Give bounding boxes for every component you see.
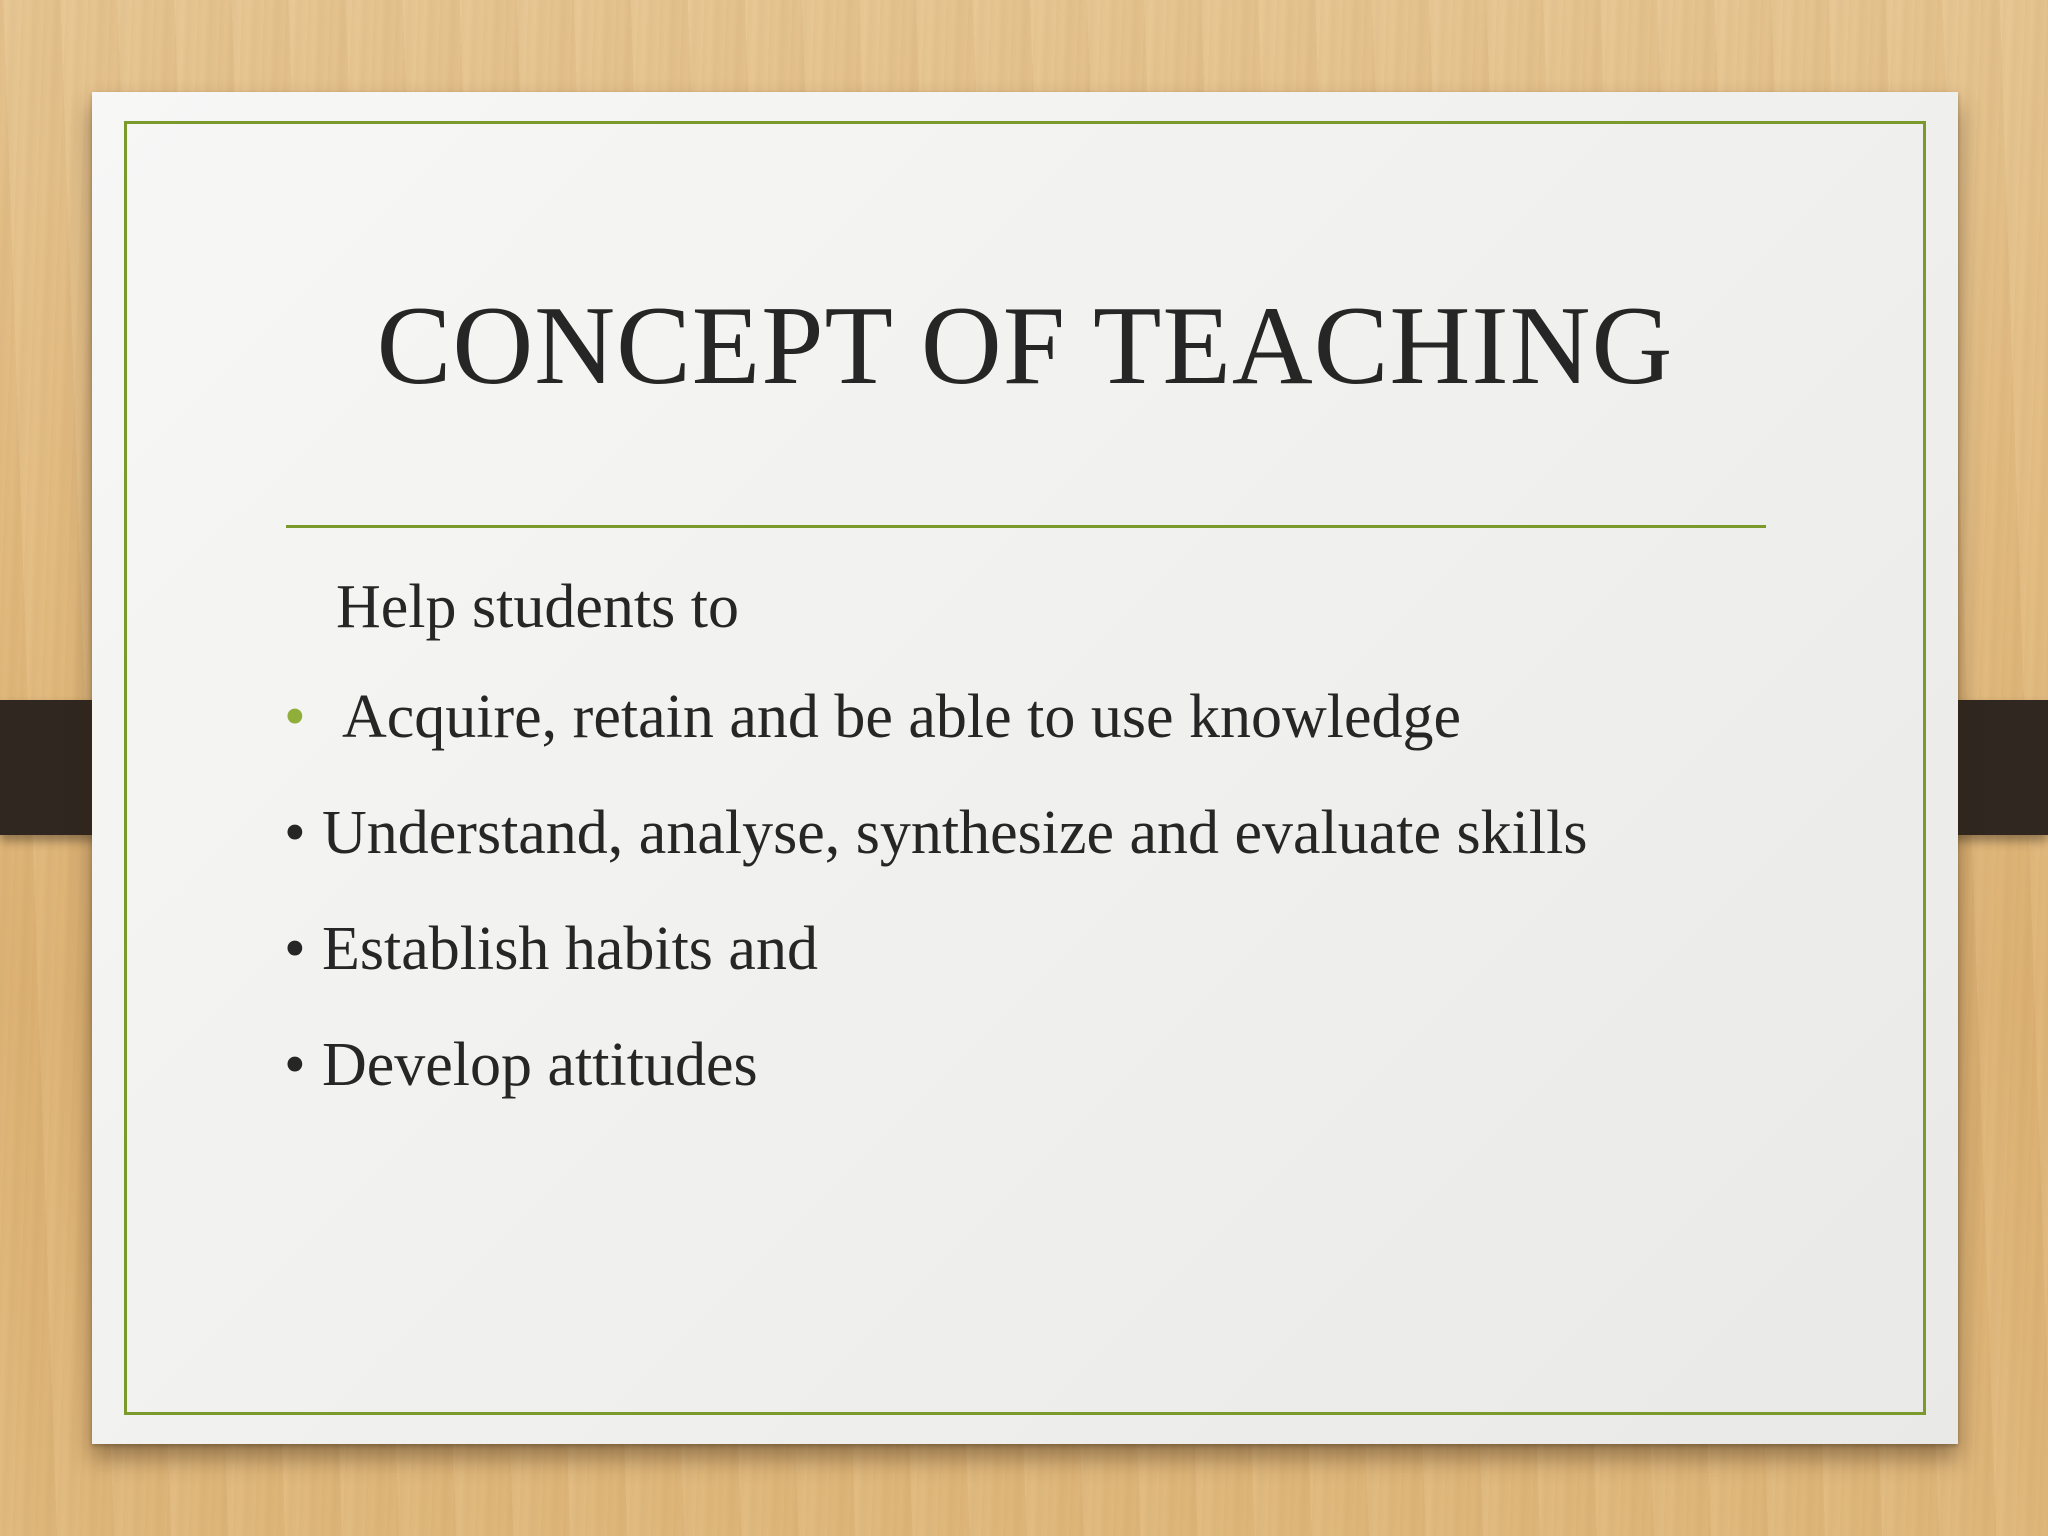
slide-card <box>92 92 1958 1444</box>
bullet-list <box>284 682 1587 1146</box>
bullet-marker: • <box>284 915 306 983</box>
bullet-marker: • <box>284 799 306 867</box>
bullet-item <box>284 1030 1587 1146</box>
bullet-marker: • <box>284 683 306 751</box>
title-divider <box>286 525 1766 528</box>
bullet-marker: • <box>284 1031 306 1099</box>
bullet-text: Acquire, retain and be able to use knowledge <box>342 683 1462 751</box>
bullet-text: Develop attitudes <box>322 1031 758 1099</box>
slide-title: CONCEPT OF TEACHING <box>376 284 1674 408</box>
bullet-item <box>284 798 1587 914</box>
bullet-item <box>284 914 1587 1030</box>
bullet-text: Understand, analyse, synthesize and evaluate skills <box>322 799 1588 867</box>
bullet-item <box>284 682 1587 798</box>
intro-text: Help students to <box>336 573 739 641</box>
bullet-text: Establish habits and <box>322 915 818 983</box>
